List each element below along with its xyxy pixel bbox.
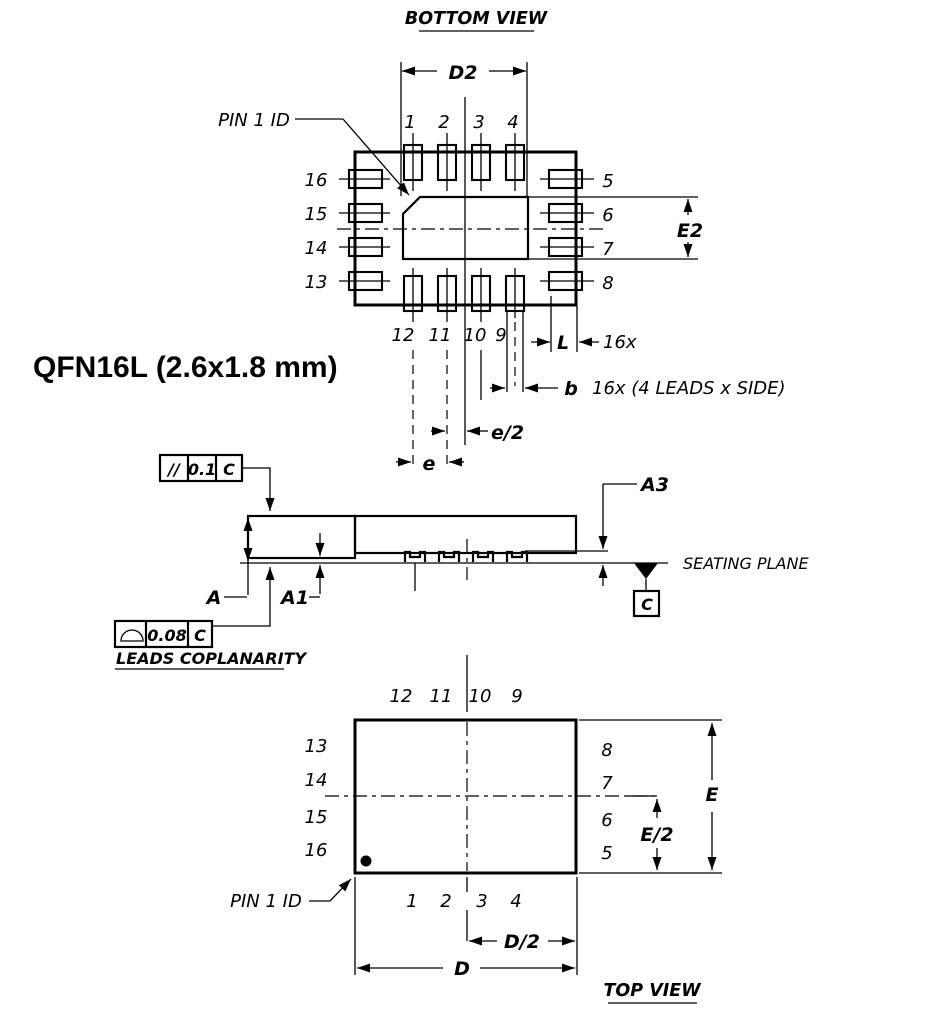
dim-a3-label: A3	[641, 474, 669, 496]
tv-pin-10: 10	[468, 686, 492, 707]
side-view-body-left	[248, 516, 355, 558]
tv-pin-14: 14	[304, 770, 328, 791]
dim-a1	[309, 533, 320, 597]
dim-l-note: 16x	[603, 332, 637, 353]
bv-pin-6: 6	[602, 205, 614, 226]
dim-a1-label: A1	[281, 587, 309, 609]
tv-pin-9: 9	[511, 686, 523, 707]
tv-pin-15: 15	[304, 807, 328, 828]
dim-e-top-label: E	[705, 784, 719, 806]
bv-pin-1: 1	[404, 112, 416, 133]
dim-l-label: L	[556, 332, 570, 354]
tv-pin1-id-label: PIN 1 ID	[230, 891, 302, 912]
coplanarity-symbol-icon	[121, 630, 143, 641]
coplanarity-tolerance: 0.08	[147, 626, 187, 645]
side-view-leads	[405, 552, 527, 591]
parallelism-frame	[160, 455, 270, 511]
bv-pin1-id-label: PIN 1 ID	[218, 110, 290, 131]
dim-b-label: b	[564, 378, 578, 400]
bv-pin-15: 15	[304, 204, 328, 225]
top-view	[230, 655, 722, 1003]
dim-e-half-label: e/2	[491, 422, 525, 444]
coplanarity-datum: C	[194, 626, 206, 645]
dim-d2-label: D2	[448, 62, 478, 84]
dim-b-note: 16x (4 LEADS x SIDE)	[592, 378, 786, 399]
bv-pin-5: 5	[602, 171, 614, 192]
dim-e-label: e	[422, 453, 436, 475]
bv-pin-11: 11	[428, 325, 452, 346]
parallelism-datum: C	[223, 460, 235, 479]
datum-triangle-icon	[634, 563, 658, 579]
parallelism-tolerance: 0.1	[187, 460, 217, 479]
tv-pin-8: 8	[601, 740, 613, 761]
dim-e-half-top-label: E/2	[640, 824, 674, 846]
bv-pin-10: 10	[463, 325, 487, 346]
bottom-view	[218, 9, 785, 475]
dim-e2-label: E2	[676, 220, 704, 242]
parallelism-symbol-icon: //	[168, 460, 180, 479]
coplanarity-frame	[115, 567, 270, 647]
dim-d-half-label: D/2	[504, 931, 540, 953]
bv-pin-9: 9	[495, 325, 507, 346]
datum-c-label: C	[641, 595, 653, 614]
bv-pin-2: 2	[438, 112, 450, 133]
bottom-view-top-pin-leaders	[413, 133, 515, 191]
top-view-title: TOP VIEW	[603, 981, 701, 1001]
bv-pin-7: 7	[602, 239, 614, 260]
bv-pin-14: 14	[304, 238, 328, 259]
side-view	[115, 455, 809, 669]
pin1-id-dot	[361, 856, 372, 867]
bv-pin-13: 13	[304, 272, 328, 293]
tv-pin-7: 7	[601, 773, 613, 794]
tv-pin-5: 5	[601, 843, 613, 864]
bv-pin-3: 3	[473, 112, 485, 133]
parallelism-leader-arrow	[242, 468, 270, 511]
tv-pin-16: 16	[304, 840, 328, 861]
datum-c	[634, 563, 659, 616]
tv-pin-12: 12	[389, 686, 413, 707]
coplanarity-note: LEADS COPLANARITY	[116, 649, 307, 668]
dim-a3	[525, 484, 637, 586]
tv-pin1-leader-arrow	[330, 879, 351, 901]
tv-pin-6: 6	[601, 810, 613, 831]
bv-pin-16: 16	[304, 170, 328, 191]
seating-plane-label: SEATING PLANE	[683, 554, 809, 573]
dim-d-label: D	[454, 958, 470, 980]
dim-a	[224, 516, 248, 597]
tv-pin-13: 13	[304, 736, 328, 757]
bv-pin-12: 12	[391, 325, 415, 346]
tv-pin-2: 2	[440, 891, 452, 912]
side-view-body-right	[355, 516, 576, 553]
bottom-view-side-pin-leaders	[339, 179, 594, 281]
package-title: QFN16L (2.6x1.8 mm)	[33, 351, 338, 384]
bottom-view-title: BOTTOM VIEW	[404, 9, 548, 29]
bv-pin-8: 8	[602, 273, 614, 294]
bv-pin-4: 4	[507, 112, 519, 133]
dim-a-label: A	[206, 587, 222, 609]
tv-pin-3: 3	[476, 891, 488, 912]
tv-pin-4: 4	[510, 891, 522, 912]
tv-pin-1: 1	[406, 891, 418, 912]
tv-pin-11: 11	[429, 686, 453, 707]
